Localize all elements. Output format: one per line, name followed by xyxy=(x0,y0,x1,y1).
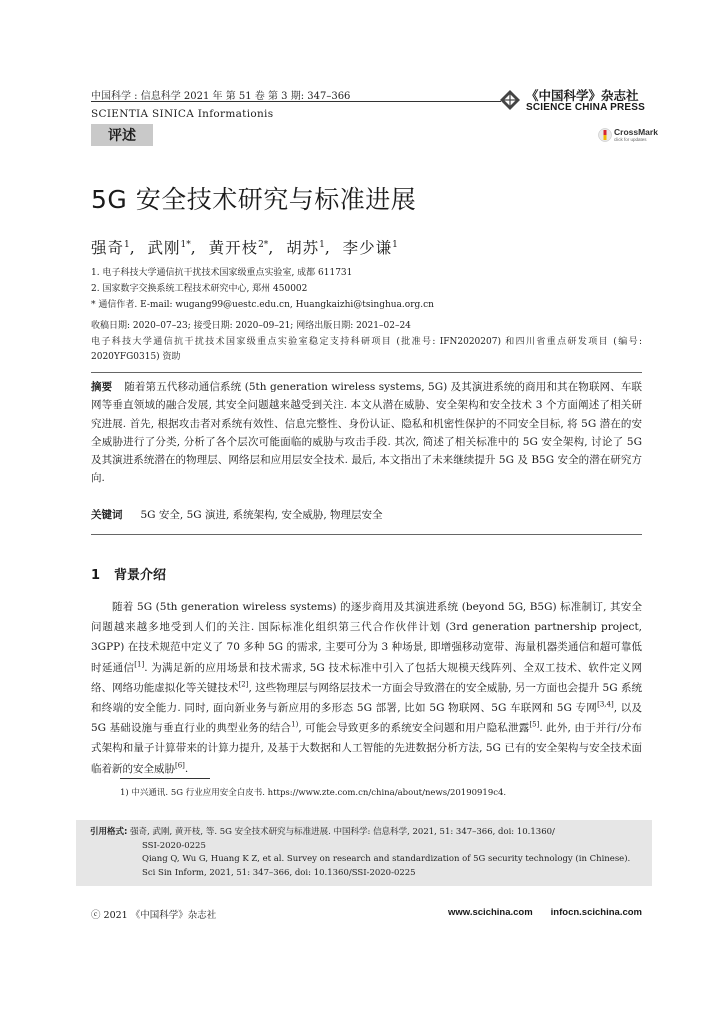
paper-title: 5G 安全技术研究与标准进展 xyxy=(91,185,417,214)
body-text-run: , 以及 5G 基础设施与垂直行业的典型业务的结合 xyxy=(91,702,642,735)
website-link[interactable]: www.scichina.com xyxy=(448,907,533,918)
keywords xyxy=(91,507,383,522)
author-mark: 1 xyxy=(124,239,130,250)
section-heading xyxy=(91,564,166,583)
citation-en-cont: Sci Sin Inform, 2021, 51: 347–366, doi: 10.1360/SSI-2020-0225 xyxy=(142,867,416,878)
citation-cn: 强奇, 武刚, 黄开枝, 等. 5G 安全技术研究与标准进展. 中国科学: 信息科学, 2021, 51: 347–366, doi: 10.1360/ xyxy=(130,827,555,837)
footnote: 1) 中兴通讯. 5G 行业应用安全白皮书. https://www.zte.com.cn/china/about/news/20190919c4. xyxy=(120,788,507,798)
author-name: 胡苏 xyxy=(286,239,320,257)
citation-cn-cont: SSI-2020-0225 xyxy=(142,840,206,851)
keywords-text: 5G 安全, 5G 演进, 系统架构, 安全威胁, 物理层安全 xyxy=(140,509,383,521)
article-type-badge: 评述 xyxy=(91,124,153,146)
author-mark: 1* xyxy=(180,239,191,250)
publisher-name-en: SCIENCE CHINA PRESS xyxy=(526,102,646,113)
citation-en: Qiang Q, Wu G, Huang K Z, et al. Survey on research and standardization of 5G security technology (in Chinese). xyxy=(142,854,631,864)
abstract-top-rule xyxy=(91,372,642,373)
author-mark: 1 xyxy=(319,239,325,250)
publisher-name-cn: 《中国科学》杂志社 xyxy=(526,88,639,103)
abstract-label: 摘要 xyxy=(91,381,113,393)
corresponding-author: * 通信作者. E-mail: wugang99@uestc.edu.cn, Huangkaizhi@tsinghua.org.cn xyxy=(91,300,434,310)
footnote-ref[interactable]: 1) xyxy=(291,720,299,729)
body-text-run: . xyxy=(184,762,189,775)
body-text-run: , 可能会导致更多的系统安全问题和用户隐私泄露 xyxy=(298,722,530,735)
header-rule xyxy=(91,101,501,102)
affiliation-2: 2. 国家数字交换系统工程技术研究中心, 郑州 450002 xyxy=(91,284,308,294)
section-number: 1 xyxy=(91,568,101,583)
author-name: 李少谦 xyxy=(342,239,393,257)
author-list: 强奇$^1$, 武刚$^{1*}$, 黄开枝$^{2*}$, 胡苏$^1$, 李少谦$^1$ xyxy=(91,239,398,257)
affiliation-1: 1. 电子科技大学通信抗干扰技术国家级重点实验室, 成都 611731 xyxy=(91,268,353,278)
website-link-cn[interactable]: infocn.scichina.com xyxy=(550,907,642,918)
section-title: 背景介绍 xyxy=(114,568,167,583)
publisher-diamond-icon xyxy=(500,90,520,110)
journal-english-name: SCIENTIA SINICA Informationis xyxy=(91,108,274,120)
author-name: 强奇 xyxy=(91,239,125,257)
funding-note: 电子科技大学通信抗干扰技术国家级重点实验室稳定支持科研项目 (批准号: IFN2020207) 和四川省重点研发项目 (编号: 2020YFG0315) 资助 xyxy=(91,337,642,362)
crossmark-sublabel: click for updates xyxy=(614,137,647,142)
publisher-logo[interactable] xyxy=(500,86,645,118)
keywords-label: 关键词 xyxy=(91,509,123,521)
journal-info: 中国科学 : 信息科学 2021 年 第 51 卷 第 3 期: 347–366 xyxy=(91,91,351,102)
citation-ref[interactable]: [3,4] xyxy=(597,700,614,709)
publication-dates: 收稿日期: 2020–07–23; 接受日期: 2020–09–21; 网络出版日期: 2021–02–24 xyxy=(91,321,411,331)
copyright: ⓒ 2021 《中国科学》杂志社 xyxy=(91,910,217,921)
abstract-text: 随着第五代移动通信系统 (5th generation wireless systems, 5G) 及其演进系统的商用和其在物联网、车联网等垂直领域的融合发展, 其安全问题越来越受到关注. 本文从潜在威胁、安全架构和安全技术 3 个方面阐述了相关研究进展. 首先, 根据攻击者对系统有效性、信息完整性、身份认证、隐私和机密性保护的不同安全目标, 将 5G 潜在的安全威胁进行了分类, 分析了各个层次可能面临的威胁与攻击手段. 其次, 简述了相关标准中的 5G 安全架构, 讨论了 5G 及其演进系统潜在的物理层、网络层和应用层安全技术. 最后, 本文指出了未来继续提升 5G 及 B5G 安全的潜在研究方向. xyxy=(91,381,642,485)
citation-label: 引用格式: xyxy=(90,827,128,837)
crossmark-icon xyxy=(598,128,612,142)
citation-box xyxy=(76,820,652,886)
abstract xyxy=(91,378,642,488)
abstract-bottom-rule xyxy=(91,534,642,535)
body-text-run: . 为满足新的应用场景和技术需求, 5G 技术标准中引入了包括大规模天线阵列、全双工技术、软件定义网络、网络功能虚拟化等关键技术 xyxy=(91,661,642,694)
author-name: 黄开枝 xyxy=(208,239,259,257)
body-text-run: 随着 5G (5th generation wireless systems) 的逐步商用及其演进系统 (beyond 5G, B5G) 标准制订, 其安全问题越来越多地受到人们的关注. 国际标准化组织第三代合作伙伴计划 (3rd generation partnership project, 3GPP) 在技术规范中定义了 70 多种 5G 的需求, 主要可分为 3 种场景, 即增强移动宽带、海量机器类通信和超可靠低时延通信 xyxy=(91,601,642,674)
citation-ref[interactable]: [1] xyxy=(134,660,145,669)
body-text-run: , 这些物理层与网络层技术一方面会导致潜在的安全威胁, 另一方面也会提升 5G 系统和终端的安全能力. 同时, 面向新业务与新应用的多形态 5G 部署, 比如 5G 物联网、5G 车联网和 5G 专网 xyxy=(91,681,643,715)
citation-ref[interactable]: [2] xyxy=(238,680,249,689)
crossmark-label: CrossMark xyxy=(614,127,658,137)
footnote-rule xyxy=(120,778,210,779)
crossmark-button[interactable] xyxy=(598,127,658,149)
citation-ref[interactable]: [6] xyxy=(175,761,185,770)
author-mark: 1 xyxy=(392,239,398,250)
body-paragraph xyxy=(91,597,642,779)
author-mark: 2* xyxy=(258,239,269,250)
citation-ref[interactable]: [5] xyxy=(529,720,540,729)
author-name: 武刚 xyxy=(147,239,181,257)
body-text-run: . 此外, 由于并行/分布式架构和量子计算带来的计算力提升, 及基于大数据和人工智能的先进数据分析方法, 5G 已有的安全架构与安全技术面临着新的安全威胁 xyxy=(91,722,642,775)
footer-links xyxy=(448,907,642,918)
